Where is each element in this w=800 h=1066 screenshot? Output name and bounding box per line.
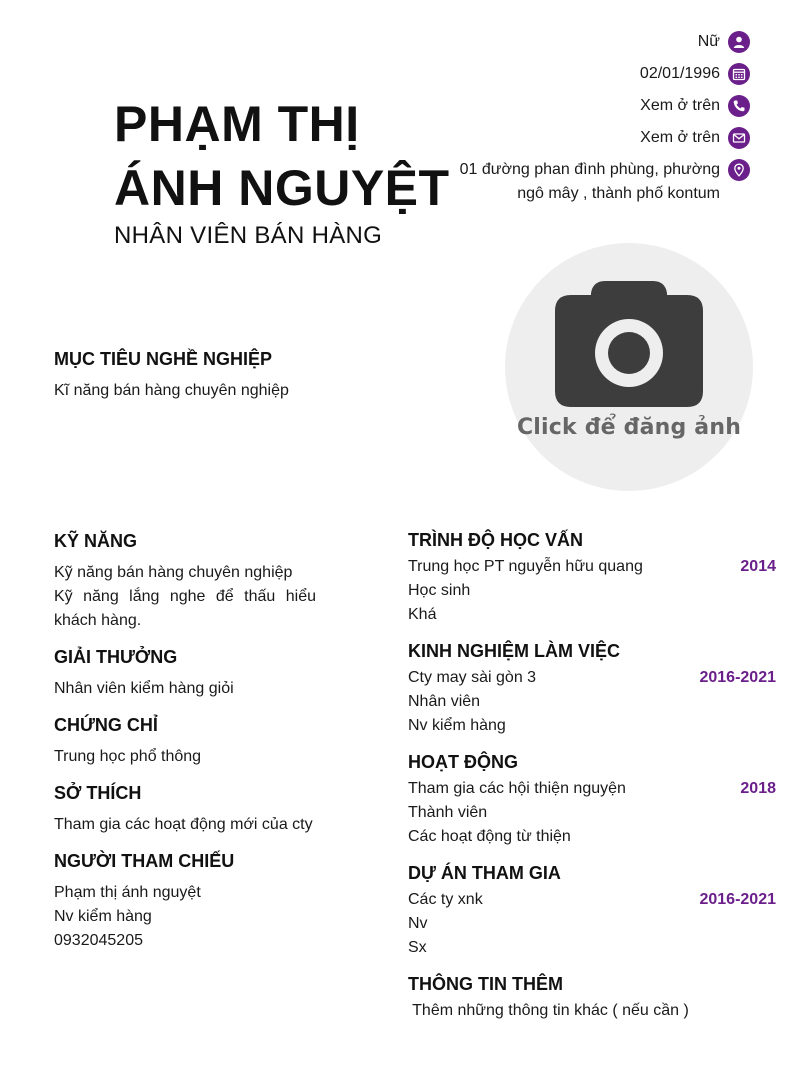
section-awards: [54, 645, 316, 701]
section-objective: [54, 347, 454, 403]
section-extra: [408, 972, 776, 1023]
section-experience: [408, 639, 776, 738]
left-column: [54, 529, 316, 965]
education-year[interactable]: 2014: [740, 558, 776, 575]
section-hobbies: [54, 781, 316, 837]
reference-name[interactable]: Phạm thị ánh nguyệt: [54, 884, 201, 901]
experience-year[interactable]: 2016-2021: [699, 669, 776, 686]
candidate-name[interactable]: [114, 92, 450, 220]
address-text: [460, 158, 728, 206]
extra-title: THÔNG TIN THÊM: [408, 974, 563, 994]
education-role[interactable]: Học sinh: [408, 582, 471, 599]
awards-title: GIẢI THƯỞNG: [54, 647, 178, 667]
activities-role[interactable]: Thành viên: [408, 804, 488, 821]
experience-role[interactable]: Nhân viên: [408, 693, 481, 710]
projects-role[interactable]: Nv: [408, 915, 428, 932]
calendar-icon: [728, 63, 750, 85]
section-projects: [408, 861, 776, 960]
section-references: [54, 849, 316, 953]
skill-item[interactable]: Kỹ năng lắng nghe để thấu hiểu khách hàng.: [54, 588, 316, 629]
references-title: NGƯỜI THAM CHIẾU: [54, 851, 235, 871]
activities-year[interactable]: 2018: [740, 780, 776, 797]
experience-desc[interactable]: Nv kiểm hàng: [408, 717, 506, 734]
objective-title: MỤC TIÊU NGHỀ NGHIỆP: [54, 349, 273, 369]
education-row: [408, 555, 776, 579]
email-icon: [728, 127, 750, 149]
skills-title: KỸ NĂNG: [54, 531, 138, 551]
certificates-title: CHỨNG CHỈ: [54, 715, 158, 735]
objective-text[interactable]: Kĩ năng bán hàng chuyên nghiệp: [54, 382, 289, 399]
name-line-2: ÁNH NGUYỆT: [114, 160, 450, 216]
address-line-2: ngô mây , thành phố kontum: [517, 185, 720, 202]
section-activities: [408, 750, 776, 849]
photo-upload-label: Click để đăng ảnh: [516, 415, 742, 440]
address-line-1: 01 đường phan đình phùng, phường: [459, 161, 720, 178]
education-desc[interactable]: Khá: [408, 606, 437, 623]
person-icon: [728, 31, 750, 53]
camera-icon: [555, 279, 703, 409]
activities-row: [408, 777, 776, 801]
projects-year[interactable]: 2016-2021: [699, 891, 776, 908]
email-text: Xem ở trên: [640, 129, 720, 146]
activities-title: HOẠT ĐỘNG: [408, 752, 518, 772]
name-line-1: PHẠM THỊ: [114, 96, 360, 152]
phone-text: Xem ở trên: [640, 97, 720, 114]
job-title[interactable]: NHÂN VIÊN BÁN HÀNG: [114, 222, 383, 249]
section-education: [408, 528, 776, 627]
section-skills: [54, 529, 316, 633]
contact-birthday[interactable]: [420, 62, 750, 86]
gender-text: Nữ: [697, 33, 720, 50]
phone-icon: [728, 95, 750, 117]
birthday-text: 02/01/1996: [639, 65, 720, 82]
skill-item[interactable]: Kỹ năng bán hàng chuyên nghiệp: [54, 564, 293, 581]
hobbies-title: SỞ THÍCH: [54, 783, 142, 803]
activities-desc[interactable]: Các hoạt động từ thiện: [408, 828, 571, 845]
education-school[interactable]: Trung học PT nguyễn hữu quang: [408, 558, 643, 575]
location-icon: [728, 159, 750, 181]
activities-org[interactable]: Tham gia các hội thiện nguyện: [408, 780, 626, 797]
section-certificates: [54, 713, 316, 769]
right-column: [408, 528, 776, 1035]
contact-address[interactable]: [420, 158, 750, 206]
projects-name[interactable]: Các ty xnk: [408, 891, 483, 908]
extra-text[interactable]: Thêm những thông tin khác ( nếu cần ): [408, 1002, 689, 1019]
experience-company[interactable]: Cty may sài gòn 3: [408, 669, 537, 686]
contact-phone[interactable]: [420, 94, 750, 118]
projects-title: DỰ ÁN THAM GIA: [408, 863, 561, 883]
hobby-item[interactable]: Tham gia các hoạt động mới của cty: [54, 816, 313, 833]
reference-phone[interactable]: 0932045205: [54, 932, 143, 949]
photo-upload[interactable]: [505, 243, 753, 491]
certificate-item[interactable]: Trung học phổ thông: [54, 748, 202, 765]
award-item[interactable]: Nhân viên kiểm hàng giỏi: [54, 680, 234, 697]
projects-row: [408, 888, 776, 912]
education-title: TRÌNH ĐỘ HỌC VẤN: [408, 530, 583, 550]
experience-title: KINH NGHIỆM LÀM VIỆC: [408, 641, 621, 661]
contact-info: [420, 30, 750, 214]
reference-position[interactable]: Nv kiểm hàng: [54, 908, 152, 925]
projects-desc[interactable]: Sx: [408, 939, 427, 956]
experience-row: [408, 666, 776, 690]
contact-email[interactable]: [420, 126, 750, 150]
contact-gender[interactable]: [420, 30, 750, 54]
